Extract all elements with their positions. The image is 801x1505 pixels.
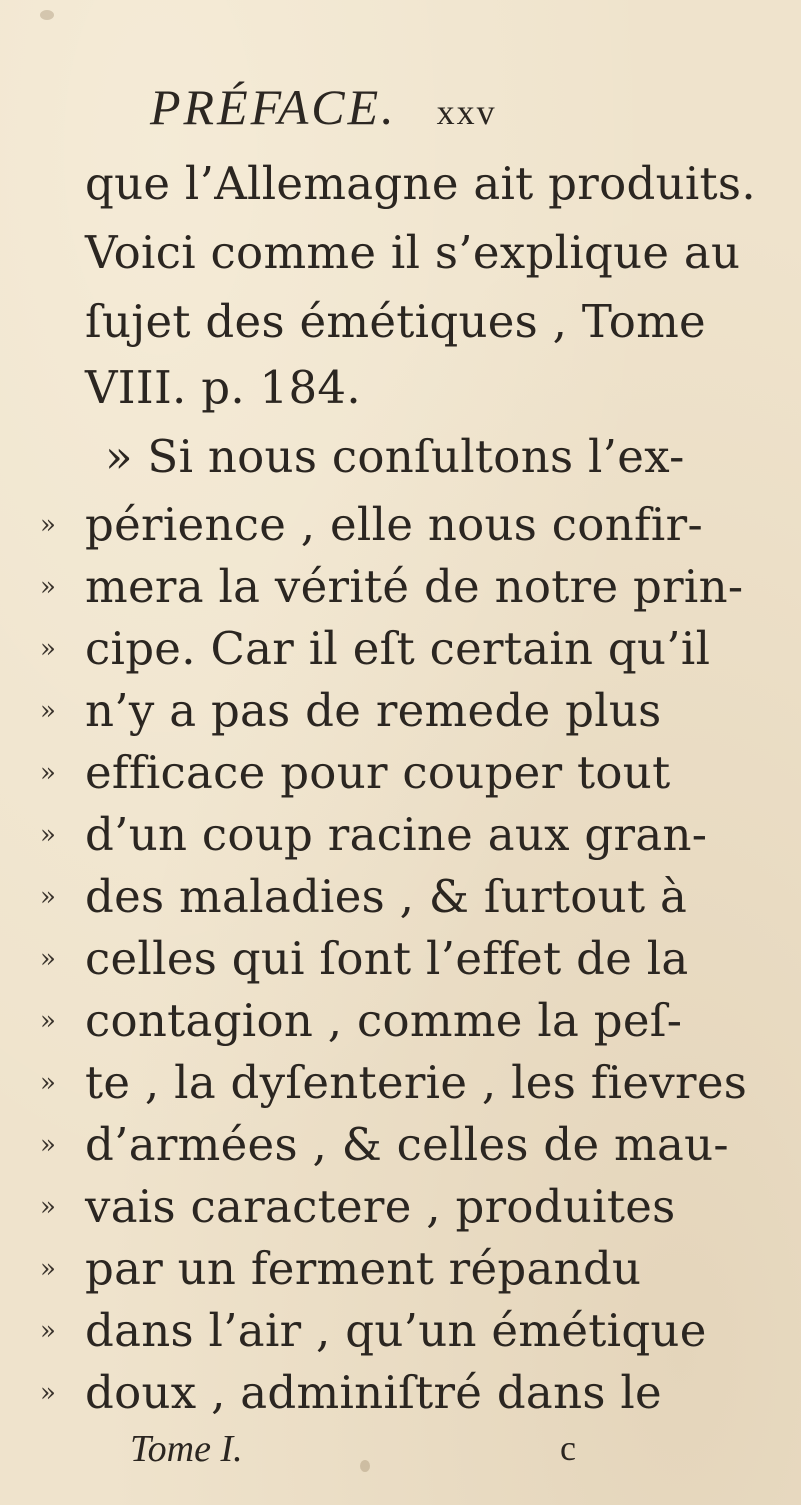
quote-mark: »: [40, 1130, 56, 1160]
quote-mark: »: [40, 510, 56, 540]
quote-mark: »: [40, 1068, 56, 1098]
text-line: ſujet des émétiques , Tome: [85, 295, 706, 348]
text-line: cipe. Car il eſt certain qu’il: [85, 622, 711, 675]
spacer: [90, 1500, 91, 1501]
text-line: » Si nous conſultons l’ex-: [105, 430, 685, 483]
quote-mark: »: [40, 1006, 56, 1036]
quote-mark: »: [40, 944, 56, 974]
text-line: contagion , comme la peſ-: [85, 994, 683, 1047]
quote-mark: »: [40, 634, 56, 664]
text-line: dans l’air , qu’un émétique: [85, 1304, 707, 1357]
quote-mark: »: [40, 1316, 56, 1346]
text-line: périence , elle nous confir-: [85, 498, 703, 551]
quote-mark: »: [40, 882, 56, 912]
page-number: xxv: [436, 92, 497, 132]
quote-mark: »: [40, 820, 56, 850]
quote-mark: »: [40, 572, 56, 602]
text-line: celles qui ſont l’effet de la: [85, 932, 689, 985]
text-line: d’armées , & celles de mau-: [85, 1118, 729, 1171]
text-line: par un ferment répandu: [85, 1242, 642, 1295]
text-line: mera la vérité de notre prin-: [85, 560, 744, 613]
text-line: te , la dyſenterie , les fievres: [85, 1056, 748, 1109]
text-line: vais caractere , produites: [85, 1180, 676, 1233]
page-header: [150, 78, 710, 138]
quote-mark: »: [40, 1378, 56, 1408]
text-line: que l’Allemagne ait produits.: [85, 157, 756, 210]
running-title: PRÉFACE.: [150, 79, 397, 135]
signature-mark: c: [560, 1428, 576, 1468]
text-line: doux , adminiſtré dans le: [85, 1366, 662, 1419]
quote-mark: »: [40, 758, 56, 788]
text-line: Voici comme il s’explique au: [85, 226, 741, 279]
quote-mark: »: [40, 696, 56, 726]
text-line: des maladies , & ſurtout à: [85, 870, 688, 923]
text-line: VIII. p. 184.: [85, 361, 361, 414]
text-line: n’y a pas de remede plus: [85, 684, 662, 737]
quote-mark: »: [40, 1192, 56, 1222]
page-signature-row: [130, 1427, 630, 1477]
ink-spot: [40, 10, 54, 20]
text-line: efficace pour couper tout: [85, 746, 671, 799]
text-line: d’un coup racine aux gran-: [85, 808, 708, 861]
signature-label: Tome I.: [130, 1428, 243, 1470]
quote-mark: »: [40, 1254, 56, 1284]
